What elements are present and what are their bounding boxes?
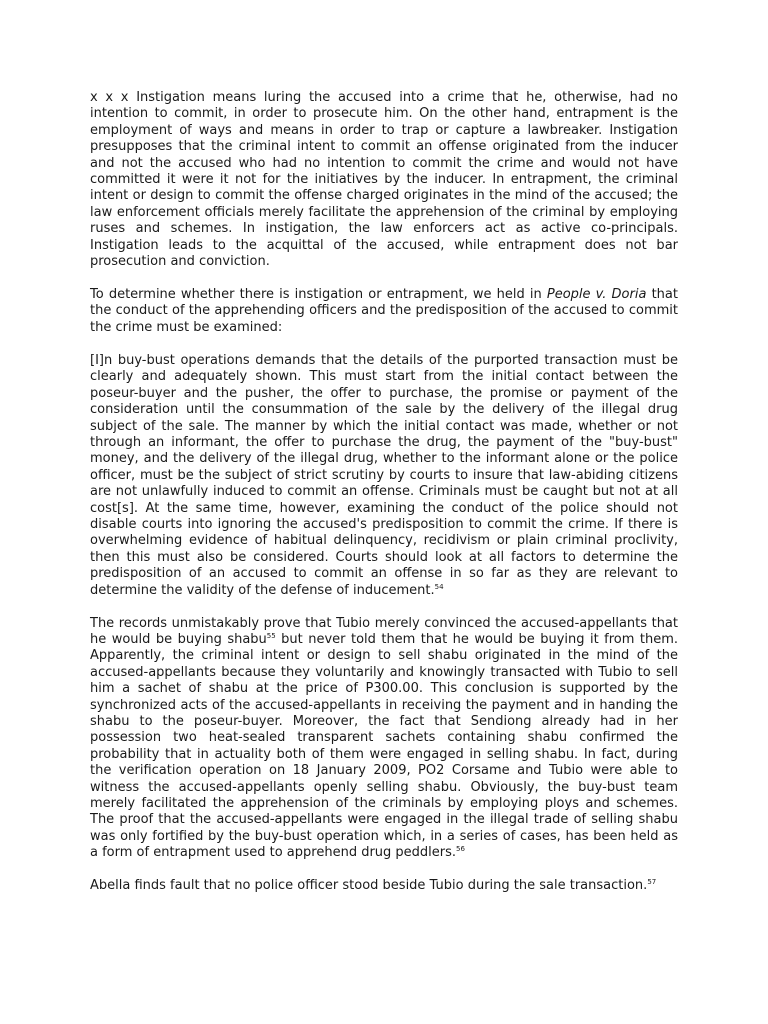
paragraph-instigation-definition: [90, 90, 678, 270]
document-page: [90, 90, 678, 911]
footnote-marker-54: 54: [434, 582, 444, 591]
footnote-marker-57: 57: [647, 878, 657, 887]
footnote-marker-56: 56: [456, 845, 465, 854]
paragraph-text: x x x Instigation means luring the accused into a crime that he, otherwise, had no intention to commit, in order to prosecute him. On the other hand, entrapment is the employment of ways and means in order to trap or capture a lawbreaker. Instigation presupposes that the criminal intent to commit an offense originated from the inducer and not the accused who had no intention to commit the crime and would not have committed it were it not for the initiatives by the inducer. In entrapment, the criminal intent or design to commit the offense charged originates in the mind of the accused; the law enforcement officials merely facilitate the apprehension of the criminal by employing ruses and schemes. In instigation, the law enforcers act as active co-principals. Instigation leads to the acquittal of the accused, while entrapment does not bar prosecution and conviction.: [90, 90, 678, 270]
case-name: People v. Doria: [546, 287, 647, 303]
paragraph-text: [I]n buy-bust operations demands that the details of the purported transaction must be clearly and adequately shown. This must start from the initial contact between the poseur-buyer and the pusher, the offer to purchase, the promise or payment of the consideration until the consummation of the sale by the delivery of the illegal drug subject of the sale. The manner by which the initial contact was made, whether or not through an informant, the offer to purchase the drug, the payment of the "buy-bust" money, and the delivery of the illegal drug, whether to the informant alone or the police officer, must be the subject of strict scrutiny by courts to insure that law-abiding citizens are not unlawfully induced to commit an offense. Criminals must be caught but not at all cost[s]. At the same time, however, examining the conduct of the police should not disable courts into ignoring the accused's predisposition to commit the crime. If there is overwhelming evidence of habitual delinquency, recidivism or plain criminal proclivity, then this must also be considered. Courts should look at all factors to determine the predisposition of an accused to commit an offense in so far as they are relevant to determine the validity of the defense of inducement.: [90, 352, 678, 598]
paragraph-text-part2: but never told them that he would be buying it from them. Apparently, the criminal intent or design to sell shabu originated in the mind of the accused-appellants because they voluntarily and knowingly transacted with Tubio to sell him a sachet of shabu at the price of P300.00. This conclusion is supported by the synchronized acts of the accused-appellants in receiving the payment and in handing the shabu to the poseur-buyer. Moreover, the fact that Sendiong already had in her possession two heat-sealed transparent sachets containing shabu confirmed the probability that in actuality both of them were engaged in selling shabu. In fact, during the verification operation on 18 January 2009, PO2 Corsame and Tubio were able to witness the accused-appellants openly selling shabu. Obviously, the buy-bust team merely facilitated the apprehension of the criminals by employing ploys and schemes. The proof that the accused-appellants were engaged in the illegal trade of selling shabu was only fortified by the buy-bust operation which, in a series of cases, has been held as a form of entrapment used to apprehend drug peddlers.: [90, 631, 678, 861]
paragraph-records-analysis: [90, 616, 678, 862]
paragraph-text: Abella finds fault that no police officer stood beside Tubio during the sale transaction.: [90, 878, 648, 894]
paragraph-text-part1: The records unmistakably prove that Tubio merely convinced the accused-appellants that he would be buying shabu: [90, 615, 678, 647]
paragraph-text-before: To determine whether there is instigation or entrapment, we held in: [90, 287, 547, 303]
paragraph-text-after: that the conduct of the apprehending officers and the predisposition of the accused to commit the crime must be examined:: [90, 287, 678, 335]
footnote-marker-55: 55: [266, 631, 276, 640]
paragraph-doria-reference: [90, 287, 678, 336]
paragraph-abella-fault: [90, 878, 678, 894]
paragraph-doria-quote: [90, 353, 678, 599]
